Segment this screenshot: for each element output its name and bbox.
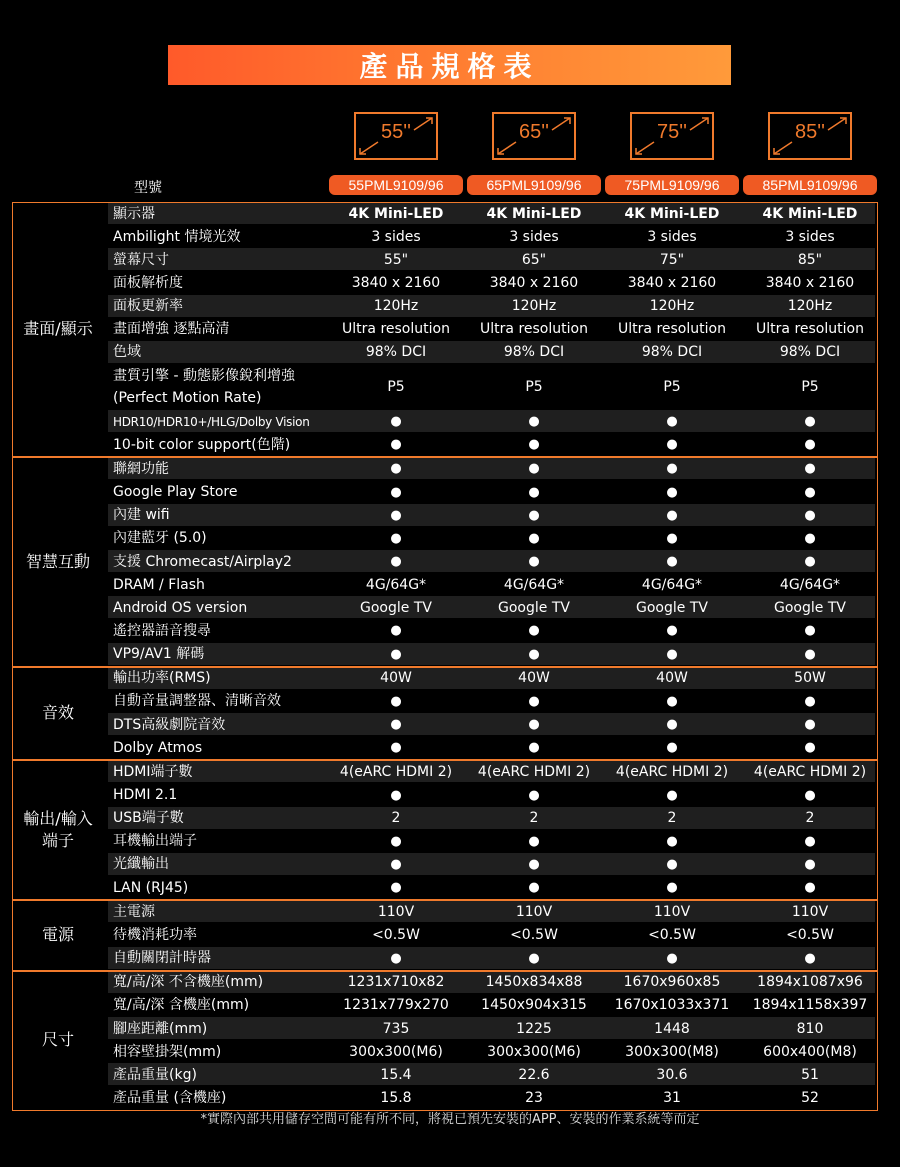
spec-value: 3 sides (647, 228, 697, 245)
model-pill: 65PML9109/96 (467, 175, 601, 195)
feature-dot-icon: ● (804, 484, 816, 500)
spec-row-label: 寬/高/深 不含機座(mm) (113, 974, 264, 991)
spec-value: 2 (667, 810, 677, 827)
spec-value: 1448 (654, 1020, 690, 1037)
feature-dot-icon: ● (804, 856, 816, 872)
spec-group-label: 畫面/顯示 (23, 319, 93, 339)
spec-row-label: VP9/AV1 解碼 (113, 646, 205, 663)
spec-value: 4K Mini-LED (762, 205, 858, 222)
footnote: *實際內部共用儲存空間可能有所不同，將視已預先安裝的APP、安裝的作業系統等而定 (200, 1112, 700, 1127)
spec-row-label: 畫質引擎 - 動態影像銳利增強 (Perfect Motion Rate) (113, 368, 295, 407)
spec-value: 1225 (516, 1020, 552, 1037)
spec-value: 52 (801, 1089, 819, 1106)
spec-row-label: 寬/高/深 含機座(mm) (113, 997, 250, 1014)
feature-dot-icon: ● (390, 740, 402, 756)
spec-value: 120Hz (511, 298, 557, 315)
spec-value: 1894x1158x397 (752, 997, 868, 1014)
spec-row-label: DRAM / Flash (113, 576, 205, 593)
feature-dot-icon: ● (666, 693, 678, 709)
feature-dot-icon: ● (528, 717, 540, 733)
feature-dot-icon: ● (666, 950, 678, 966)
spec-row-label: 主電源 (113, 903, 155, 920)
spec-row-label: LAN (RJ45) (113, 879, 189, 896)
feature-dot-icon: ● (390, 880, 402, 896)
spec-row-label: 遙控器語音搜尋 (113, 622, 211, 639)
spec-row-label: 畫面增強 逐點高清 (113, 321, 230, 338)
screen-size-label: 85'' (795, 121, 825, 143)
spec-group-label: 輸出/輸入 端子 (23, 808, 93, 850)
feature-dot-icon: ● (666, 461, 678, 477)
feature-dot-icon: ● (390, 693, 402, 709)
spec-row-label: 面板更新率 (113, 298, 183, 315)
feature-dot-icon: ● (390, 623, 402, 639)
spec-value: 2 (529, 810, 539, 827)
spec-value: 300x300(M6) (487, 1043, 581, 1060)
spec-value: <0.5W (510, 926, 558, 943)
spec-value: 65" (521, 251, 547, 268)
spec-value: 30.6 (656, 1066, 688, 1083)
spec-value: P5 (525, 379, 543, 396)
spec-group-box (12, 900, 878, 970)
spec-value: 3 sides (371, 228, 421, 245)
feature-dot-icon: ● (666, 856, 678, 872)
feature-dot-icon: ● (390, 507, 402, 523)
spec-value: Ultra resolution (618, 321, 726, 338)
feature-dot-icon: ● (528, 693, 540, 709)
feature-dot-icon: ● (666, 437, 678, 453)
feature-dot-icon: ● (804, 414, 816, 430)
feature-dot-icon: ● (390, 717, 402, 733)
spec-value: 300x300(M6) (349, 1043, 443, 1060)
feature-dot-icon: ● (666, 484, 678, 500)
feature-dot-icon: ● (666, 646, 678, 662)
spec-value: 98% DCI (779, 344, 841, 361)
feature-dot-icon: ● (390, 833, 402, 849)
feature-dot-icon: ● (390, 950, 402, 966)
feature-dot-icon: ● (804, 833, 816, 849)
feature-dot-icon: ● (528, 507, 540, 523)
spec-value: P5 (387, 379, 405, 396)
feature-dot-icon: ● (528, 950, 540, 966)
feature-dot-icon: ● (804, 554, 816, 569)
feature-dot-icon: ● (528, 740, 540, 756)
feature-dot-icon: ● (390, 787, 402, 803)
feature-dot-icon: ● (804, 717, 816, 733)
feature-dot-icon: ● (666, 507, 678, 523)
feature-dot-icon: ● (666, 414, 678, 430)
spec-value: 110V (653, 903, 691, 920)
spec-value: 2 (391, 810, 401, 827)
spec-group-box (12, 667, 878, 761)
spec-row-label: 支援 Chromecast/Airplay2 (113, 553, 292, 570)
spec-value: Google TV (498, 599, 570, 616)
spec-value: P5 (663, 379, 681, 396)
feature-dot-icon: ● (528, 461, 540, 477)
feature-dot-icon: ● (666, 740, 678, 756)
spec-row-label: 內建 wifi (113, 507, 170, 524)
spec-value: 735 (382, 1020, 410, 1037)
spec-value: Ultra resolution (342, 321, 450, 338)
spec-value: 1894x1087x96 (757, 974, 863, 991)
spec-value: Ultra resolution (480, 321, 588, 338)
feature-dot-icon: ● (390, 461, 402, 477)
spec-value: 3840 x 2160 (765, 275, 855, 291)
feature-dot-icon: ● (804, 693, 816, 709)
feature-dot-icon: ● (528, 530, 540, 546)
spec-value: 3840 x 2160 (627, 275, 717, 291)
screen-size-label: 65'' (519, 121, 549, 143)
spec-value: 120Hz (649, 298, 695, 315)
spec-row-label: 待機消耗功率 (113, 926, 197, 943)
spec-row-label: 色域 (113, 344, 141, 361)
feature-dot-icon: ● (528, 880, 540, 896)
spec-value: 2 (805, 810, 815, 827)
feature-dot-icon: ● (804, 787, 816, 803)
model-pill: 55PML9109/96 (329, 175, 463, 195)
spec-row-label: 螢幕尺寸 (113, 251, 169, 268)
model-pill: 75PML9109/96 (605, 175, 739, 195)
spec-group-label: 音效 (41, 702, 74, 722)
feature-dot-icon: ● (804, 530, 816, 546)
spec-row-label: 聯網功能 (113, 460, 169, 477)
spec-row-label: Ambilight 情境光效 (113, 228, 241, 245)
screen-size-label: 55'' (381, 121, 411, 143)
spec-value: 4(eARC HDMI 2) (615, 763, 729, 780)
feature-dot-icon: ● (666, 554, 678, 569)
spec-value: 110V (791, 903, 829, 920)
spec-value: 55" (383, 251, 409, 268)
spec-row-label: USB端子數 (113, 810, 184, 827)
spec-row-label: Google Play Store (113, 484, 238, 501)
spec-value: 1450x904x315 (481, 997, 587, 1014)
spec-group-box (12, 971, 878, 1111)
feature-dot-icon: ● (528, 646, 540, 662)
spec-row-label: 自動關閉計時器 (113, 950, 211, 967)
spec-value: 40W (518, 670, 550, 687)
spec-group-label: 電源 (41, 924, 74, 944)
spec-value: 600x400(M8) (763, 1043, 857, 1060)
spec-value: 50W (794, 670, 826, 687)
feature-dot-icon: ● (666, 833, 678, 849)
spec-value: 15.8 (380, 1089, 412, 1106)
feature-dot-icon: ● (666, 787, 678, 803)
spec-value: 4(eARC HDMI 2) (339, 763, 453, 780)
spec-value: 22.6 (518, 1066, 550, 1083)
spec-value: Ultra resolution (756, 321, 864, 338)
feature-dot-icon: ● (528, 414, 540, 430)
spec-row-label: HDR10/HDR10+/HLG/Dolby Vision (113, 414, 310, 429)
model-label: 型號 (134, 180, 162, 196)
feature-dot-icon: ● (390, 554, 402, 569)
spec-value: 120Hz (373, 298, 419, 315)
spec-value: Google TV (774, 599, 846, 616)
feature-dot-icon: ● (390, 530, 402, 546)
spec-group-label: 智慧互動 (25, 551, 90, 571)
feature-dot-icon: ● (528, 856, 540, 872)
spec-value: 3 sides (785, 228, 835, 245)
spec-row-label: 相容壁掛架(mm) (113, 1043, 222, 1060)
spec-value: 75" (659, 251, 685, 268)
spec-value: 31 (663, 1089, 681, 1106)
spec-row-label: 產品重量(kg) (113, 1066, 197, 1083)
feature-dot-icon: ● (804, 437, 816, 453)
spec-row-label: 顯示器 (113, 205, 155, 222)
spec-group-box (12, 760, 878, 900)
spec-value: Google TV (636, 599, 708, 616)
screen-size-label: 75'' (657, 121, 687, 143)
spec-value: 3 sides (509, 228, 559, 245)
spec-value: 51 (801, 1066, 819, 1083)
feature-dot-icon: ● (666, 530, 678, 546)
page-title: 產品規格表 (168, 45, 731, 85)
spec-value: 1670x960x85 (623, 974, 721, 991)
spec-value: 120Hz (787, 298, 833, 315)
spec-value: 1670x1033x371 (614, 997, 730, 1014)
spec-row-label: 腳座距離(mm) (113, 1020, 208, 1037)
spec-value: 810 (796, 1020, 824, 1037)
spec-value: 4(eARC HDMI 2) (753, 763, 867, 780)
spec-value: 4K Mini-LED (624, 205, 720, 222)
spec-row-label: 產品重量 (含機座) (113, 1089, 227, 1106)
spec-value: 4K Mini-LED (348, 205, 444, 222)
feature-dot-icon: ● (390, 484, 402, 500)
spec-row-label: HDMI 2.1 (113, 787, 178, 803)
spec-group-box (12, 457, 878, 666)
spec-value: 4G/64G* (365, 576, 427, 593)
spec-value: 300x300(M8) (625, 1043, 719, 1060)
spec-row-label: 自動音量調整器、清晰音效 (113, 693, 281, 710)
feature-dot-icon: ● (804, 950, 816, 966)
spec-value: 4G/64G* (503, 576, 565, 593)
spec-value: 3840 x 2160 (351, 275, 441, 291)
feature-dot-icon: ● (804, 646, 816, 662)
spec-row-label: 耳機輸出端子 (113, 833, 197, 850)
spec-value: 1450x834x88 (485, 974, 583, 991)
spec-value: 98% DCI (641, 344, 703, 361)
feature-dot-icon: ● (528, 437, 540, 453)
spec-value: 40W (656, 670, 688, 687)
feature-dot-icon: ● (390, 646, 402, 662)
spec-value: <0.5W (648, 926, 696, 943)
feature-dot-icon: ● (390, 414, 402, 430)
spec-value: 110V (377, 903, 415, 920)
spec-value: 4G/64G* (641, 576, 703, 593)
spec-value: 110V (515, 903, 553, 920)
spec-group-box (12, 202, 878, 457)
spec-value: P5 (801, 379, 819, 396)
spec-value: 4(eARC HDMI 2) (477, 763, 591, 780)
spec-value: 40W (380, 670, 412, 687)
spec-value: 4K Mini-LED (486, 205, 582, 222)
feature-dot-icon: ● (666, 623, 678, 639)
feature-dot-icon: ● (528, 833, 540, 849)
spec-row-label: 內建藍牙 (5.0) (113, 530, 207, 547)
feature-dot-icon: ● (804, 623, 816, 639)
spec-value: 85" (797, 251, 823, 268)
spec-row-label: 10-bit color support(色階) (113, 436, 291, 453)
spec-value: 4G/64G* (779, 576, 841, 593)
spec-row-label: 輸出功率(RMS) (113, 670, 211, 687)
spec-group-label: 尺寸 (41, 1030, 74, 1050)
spec-row-label: 面板解析度 (113, 275, 183, 291)
feature-dot-icon: ● (528, 623, 540, 639)
feature-dot-icon: ● (804, 461, 816, 477)
spec-value: 1231x710x82 (347, 974, 445, 991)
spec-value: Google TV (360, 599, 432, 616)
spec-value: 1231x779x270 (343, 997, 449, 1014)
feature-dot-icon: ● (804, 740, 816, 756)
feature-dot-icon: ● (528, 484, 540, 500)
spec-row-label: DTS高級劇院音效 (113, 716, 226, 733)
spec-row-label: HDMI端子數 (113, 763, 193, 780)
feature-dot-icon: ● (666, 717, 678, 733)
feature-dot-icon: ● (804, 880, 816, 896)
spec-value: 98% DCI (503, 344, 565, 361)
feature-dot-icon: ● (804, 507, 816, 523)
feature-dot-icon: ● (528, 787, 540, 803)
spec-row-label: Android OS version (113, 599, 248, 616)
spec-value: 15.4 (380, 1066, 412, 1083)
spec-value: <0.5W (372, 926, 420, 943)
spec-row-label: 光纖輸出 (113, 856, 169, 873)
feature-dot-icon: ● (390, 856, 402, 872)
spec-row-label: Dolby Atmos (113, 739, 203, 756)
feature-dot-icon: ● (528, 554, 540, 569)
model-pill: 85PML9109/96 (743, 175, 877, 195)
spec-value: 98% DCI (365, 344, 427, 361)
spec-value: <0.5W (786, 926, 834, 943)
feature-dot-icon: ● (390, 437, 402, 453)
feature-dot-icon: ● (666, 880, 678, 896)
spec-value: 23 (525, 1089, 543, 1106)
spec-value: 3840 x 2160 (489, 275, 579, 291)
